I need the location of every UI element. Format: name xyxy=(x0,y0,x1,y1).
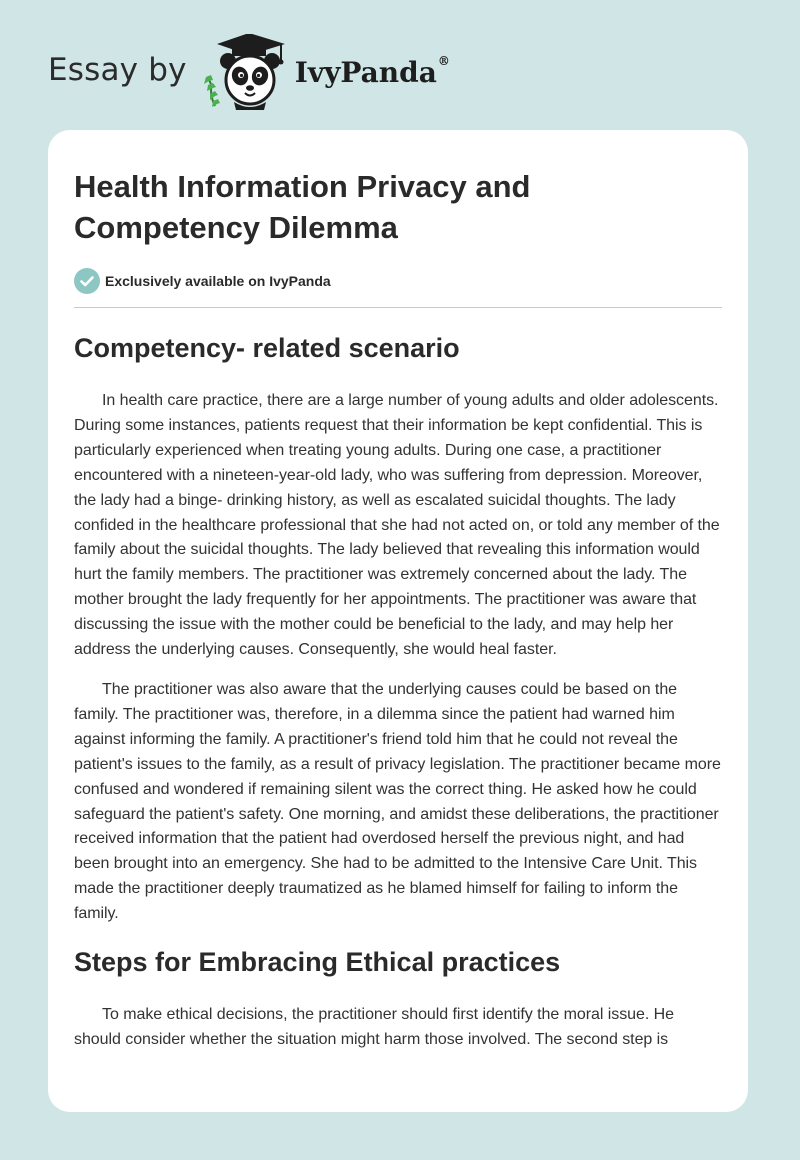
exclusive-badge xyxy=(74,268,722,294)
section-heading: Steps for Embracing Ethical practices xyxy=(74,947,561,978)
brand-prefix: Essay by xyxy=(48,52,187,88)
registered-mark: ® xyxy=(437,53,450,68)
article-content xyxy=(74,166,722,1053)
section-heading: Competency- related scenario xyxy=(74,333,460,363)
paragraph: To make ethical decisions, the practitioner should first identify the moral issue. He should consider whether the situation might harm those involved. The second step is xyxy=(74,1006,675,1048)
paragraph: The practitioner was also aware that the underlying causes could be based on the family. The practitioner was, therefore, in a dilemma since the patient had warned him against informing the family. A practitioner's friend told him that he could not reveal the patient's issues to the family, as a result of privacy legislation. The practitioner became more confused and wondered if remaining silent was the correct thing. He asked how he could safeguard the patient's safety. One morning, and amidst these deliberations, the practitioner received information that the patient had overdosed herself the previous night, and had been brought into an emergency. She had to be admitted to the Intensive Care Unit. This made the practitioner deeply traumatized as he blamed himself for failing to inform the family. xyxy=(74,680,721,923)
divider xyxy=(74,307,722,308)
panda-graduate-logo-icon xyxy=(201,34,293,110)
brand-header[interactable] xyxy=(48,34,450,110)
brand-name-text: IvyPanda xyxy=(294,55,437,89)
brand-name xyxy=(294,53,450,89)
article-title: Health Information Privacy and Competency Dilemma xyxy=(74,169,531,245)
check-circle-icon xyxy=(74,268,100,294)
paragraph: In health care practice, there are a large number of young adults and older adolescents. During some instances, patients request that their information be kept confidential. This is particularly experienced when treating young adults. During one case, a practitioner encountered with a nineteen-year-old lady, who was suffering from depression. Moreover, the lady had a binge- drinking history, as well as escalated suicidal thoughts. The lady confided in the healthcare professional that she had not acted on, or told any member of the family about the suicidal thoughts. The lady believed that revealing this information would hurt the family members. The practitioner was extremely concerned about the lady. The mother brought the lady frequently for her appointments. The practitioner was aware that discussing the issue with the mother could be beneficial to the lady, and may help her address the underlying causes. Consequently, she would heal faster. xyxy=(74,392,720,659)
article-card xyxy=(48,130,748,1112)
exclusive-label: Exclusively available on IvyPanda xyxy=(105,273,331,289)
